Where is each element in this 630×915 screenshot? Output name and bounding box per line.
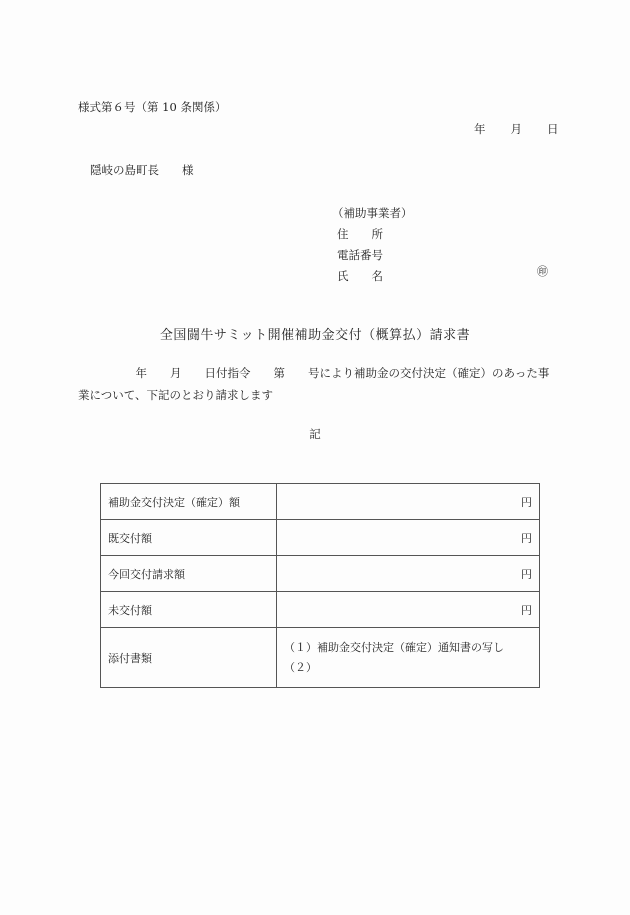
- table-row: [101, 556, 540, 592]
- form-number: 様式第６号（第 10 条関係）: [78, 100, 227, 114]
- seal-mark: ㊞: [537, 265, 548, 278]
- applicant-block: [332, 203, 413, 287]
- row-label: 未交付額: [101, 592, 277, 628]
- attachment-item: （２）: [284, 660, 317, 674]
- ki-heading: 記: [309, 427, 321, 441]
- date-day: 日: [547, 122, 559, 136]
- addressee: 隠岐の島町長 様: [90, 163, 194, 177]
- table-row: [101, 484, 540, 520]
- row-value: 円: [277, 556, 540, 592]
- date-month: 月: [510, 122, 522, 136]
- applicant-heading: （補助事業者）: [332, 206, 413, 220]
- document-title: 全国闘牛サミット開催補助金交付（概算払）請求書: [159, 328, 471, 343]
- row-label: 補助金交付決定（確定）額: [101, 484, 277, 520]
- row-label: 今回交付請求額: [101, 556, 277, 592]
- amount-table: [100, 483, 540, 688]
- attachments-list: [277, 628, 540, 688]
- address-label: 住 所: [337, 227, 383, 241]
- row-value: 円: [277, 592, 540, 628]
- phone-label: 電話番号: [337, 248, 383, 262]
- name-label: 氏 名: [337, 269, 383, 283]
- table-row: [101, 520, 540, 556]
- attachment-item: （１）補助金交付決定（確定）通知書の写し: [284, 640, 504, 654]
- attachments-row: [101, 628, 540, 688]
- row-value: 円: [277, 520, 540, 556]
- date-year: 年: [474, 122, 486, 136]
- body-text: 年 月 日付指令 第 号により補助金の交付決定（確定）のあった事業について、下記のとおり請求します: [78, 366, 550, 402]
- date-line: [474, 121, 559, 137]
- row-label: 既交付額: [101, 520, 277, 556]
- attachments-label: 添付書類: [101, 628, 277, 688]
- table-row: [101, 592, 540, 628]
- row-value: 円: [277, 484, 540, 520]
